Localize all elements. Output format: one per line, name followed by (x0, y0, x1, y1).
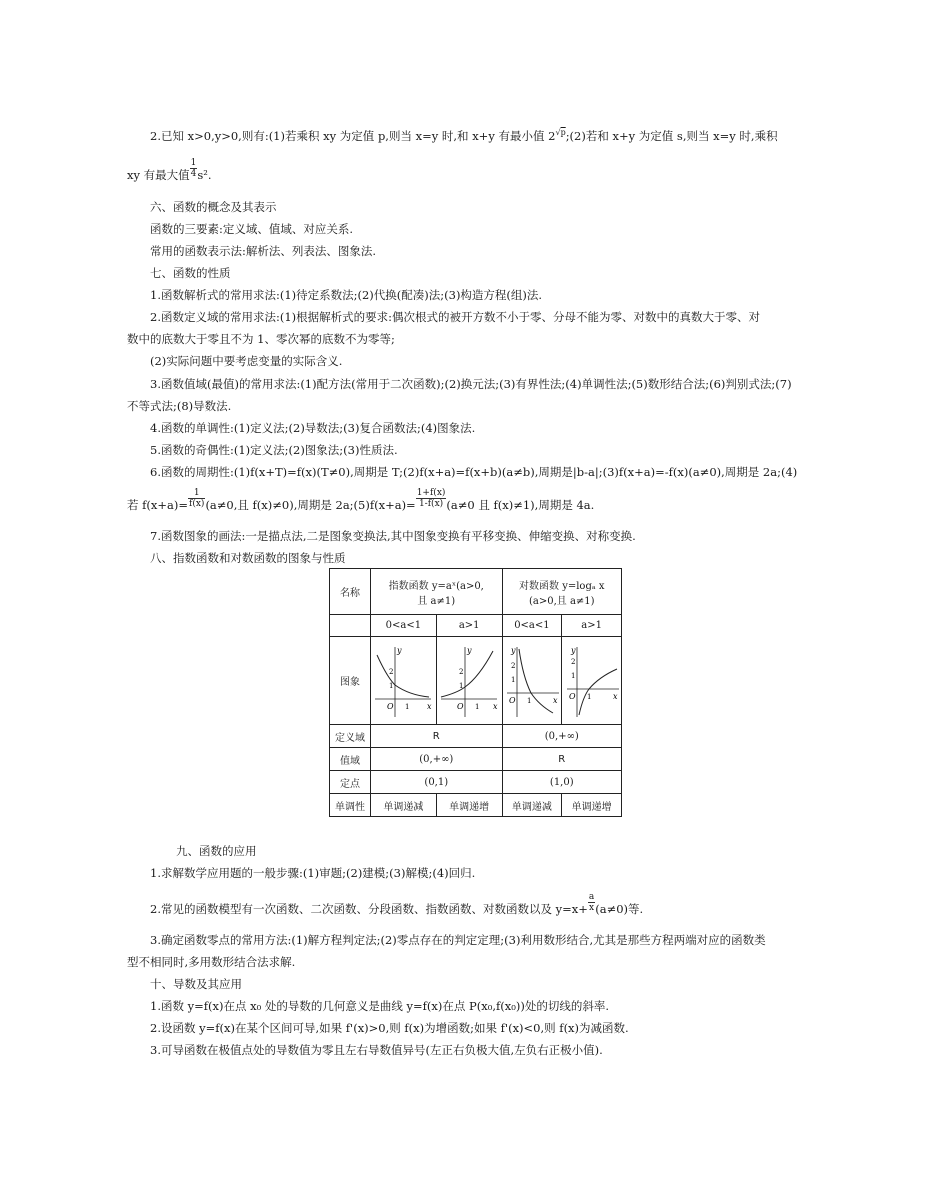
axis-label-y: y (510, 645, 516, 655)
fixed-point-exp: (0,1) (371, 771, 503, 794)
mono-exp-lt: 单调递减 (371, 794, 437, 817)
range-log: R (502, 748, 621, 771)
fraction-1pfx-over-1mfx (416, 488, 447, 509)
graph-log-dec-svg (503, 641, 561, 721)
frac-den: 4 (190, 168, 197, 179)
log-title-line2: (a>0,且 a≠1) (528, 595, 595, 607)
tick-x-1: 1 (526, 696, 532, 705)
section-10-item1: 1.函数 y=f(x)在点 x₀ 处的导数的几何意义是曲线 y=f(x)在点 P(x₀,f(x₀))处的切线的斜率. (150, 999, 609, 1013)
section-7-item4: 4.函数的单调性:(1)定义法;(2)导数法;(3)复合函数法;(4)图象法. (150, 421, 476, 435)
text-span: 2.常见的函数模型有一次函数、二次函数、分段函数、指数函数、对数函数以及 y=x+ (150, 902, 588, 916)
axis-label-y: y (570, 645, 576, 655)
cond-log-lt: 0<a<1 (502, 615, 562, 637)
inequality-item-2-line2 (127, 157, 827, 187)
tick-y-2: 2 (570, 657, 576, 666)
frac-num: 1 (188, 488, 205, 499)
text-span: (a≠0)等. (595, 902, 644, 916)
fixed-point-log: (1,0) (502, 771, 621, 794)
fixed-point-label: 定点 (330, 771, 371, 794)
tick-x-1: 1 (475, 702, 480, 711)
tick-y-1: 1 (389, 681, 394, 690)
graph-log-inc-svg (563, 641, 621, 721)
tick-y-1: 1 (570, 671, 576, 680)
sqrt-radicand: p (560, 128, 566, 137)
section-7-item2-line1: 2.函数定义域的常用求法:(1)根据解析式的要求:偶次根式的被开方数不小于零、分母不能为零、对数中的真数大于零、对 (150, 310, 761, 324)
domain-log: (0,+∞) (502, 725, 621, 748)
tick-y-1: 1 (459, 681, 464, 690)
origin-label: O (508, 695, 516, 705)
section-10-heading: 十、导数及其应用 (150, 977, 242, 991)
fraction-a-over-x (588, 892, 595, 913)
section-7-item1: 1.函数解析式的常用求法:(1)待定系数法;(2)代换(配凑)法;(3)构造方程(组)法. (150, 288, 543, 302)
frac-num: 1+f(x) (416, 487, 446, 498)
axis-label-x: x (552, 695, 558, 705)
section-6-line1: 函数的三要素:定义域、值域、对应关系. (150, 222, 354, 236)
frac-num: 1 (190, 157, 197, 168)
empty-cell (330, 615, 371, 637)
domain-exp: R (371, 725, 503, 748)
section-7-item2-line2: 数中的底数大于零且不为 1、零次幂的底数不为零等; (127, 332, 395, 346)
tick-y-1: 1 (510, 675, 516, 684)
section-6-heading: 六、函数的概念及其表示 (150, 200, 277, 214)
section-9-item3-line1: 3.确定函数零点的常用方法:(1)解方程判定法;(2)零点存在的判定定理;(3)利用数形结合,尤其是那些方程两端对应的函数类 (150, 933, 766, 947)
curve (377, 655, 429, 697)
inequality-item-2-line1 (150, 122, 850, 147)
section-9-item3-line2: 型不相同时,多用数形结合法求解. (127, 955, 296, 969)
section-7-heading: 七、函数的性质 (150, 266, 231, 280)
frac-den: x (589, 902, 595, 913)
fraction-1-over-fx (188, 488, 205, 509)
section-7-item3-line1: 3.函数值域(最值)的常用求法:(1)配方法(常用于二次函数);(2)换元法;(3)有界性法;(4)单调性法;(5)数形结合法;(6)判别式法;(7) (150, 377, 792, 391)
range-label: 值域 (330, 748, 371, 771)
text-span: 2.已知 x>0,y>0,则有:(1)若乘积 xy 为定值 p,则当 x=y 时,和 x+y 有最小值 2 (150, 128, 556, 143)
text-span: ;(2)若和 x+y 为定值 s,则当 x=y 时,乘积 (565, 128, 778, 143)
text-span: 若 f(x+a)= (127, 498, 188, 512)
monotonicity-label: 单调性 (330, 794, 371, 817)
tick-x-1: 1 (586, 692, 592, 701)
section-7-item2-line3: (2)实际问题中要考虑变量的实际含义. (150, 354, 343, 368)
origin-label: O (568, 691, 576, 701)
graph-exp-inc-svg (437, 641, 501, 721)
axis-label-x: x (493, 701, 498, 711)
graph-exp-increasing (436, 637, 502, 725)
name-label: 名称 (330, 569, 371, 615)
exp-log-function-table (329, 568, 622, 817)
graph-log-decreasing (502, 637, 562, 725)
text-span: xy 有最大值 (127, 168, 190, 182)
text-span: (a≠0,且 f(x)≠0),周期是 2a;(5)f(x+a)= (205, 498, 416, 512)
cond-log-gt: a>1 (562, 615, 622, 637)
log-title (502, 569, 621, 615)
axis-label-x: x (427, 701, 432, 711)
tick-y-2: 2 (389, 667, 394, 676)
graph-exp-decreasing (371, 637, 437, 725)
tick-x-1: 1 (405, 702, 410, 711)
section-9-heading: 九、函数的应用 (176, 844, 257, 858)
exp-title-line2: 且 a≠1) (417, 595, 456, 607)
section-10-item3: 3.可导函数在极值点处的导数值为零且左右导数值异号(左正右负极大值,左负右正极小值). (150, 1043, 603, 1057)
exp-title (371, 569, 503, 615)
tick-y-2: 2 (459, 667, 464, 676)
range-exp: (0,+∞) (371, 748, 503, 771)
fraction-one-quarter (190, 158, 198, 179)
text-span: s². (197, 168, 212, 182)
cond-exp-lt: 0<a<1 (371, 615, 437, 637)
frac-den: f(x) (189, 498, 205, 509)
sqrt-exponent: √p (555, 128, 566, 137)
mono-log-lt: 单调递减 (502, 794, 562, 817)
axis-label-x: x (612, 691, 618, 701)
origin-label: O (387, 701, 394, 711)
section-7-item5: 5.函数的奇偶性:(1)定义法;(2)图象法;(3)性质法. (150, 443, 398, 457)
curve (441, 651, 493, 697)
section-7-item6-line1: 6.函数的周期性:(1)f(x+T)=f(x)(T≠0),周期是 T;(2)f(x+a)=f(x+b)(a≠b),周期是|b-a|;(3)f(x+a)=-f(x)(a≠0),周期是 2a;(4) (150, 465, 798, 479)
mono-log-gt: 单调递增 (562, 794, 622, 817)
section-8-heading: 八、指数函数和对数函数的图象与性质 (150, 551, 346, 565)
graph-label: 图象 (330, 637, 371, 725)
cond-exp-gt: a>1 (436, 615, 502, 637)
curve (579, 669, 617, 715)
frac-den: 1-f(x) (418, 498, 444, 509)
section-6-line2: 常用的函数表示法:解析法、列表法、图象法. (150, 244, 377, 258)
section-7-item7: 7.函数图象的画法:一是描点法,二是图象变换法,其中图象变换有平移变换、伸缩变换、对称变换. (150, 529, 636, 543)
section-7-item6-line2 (127, 487, 827, 517)
graph-exp-dec-svg (371, 641, 435, 721)
curve (519, 649, 553, 713)
section-10-item2: 2.设函数 y=f(x)在某个区间可导,如果 f'(x)>0,则 f(x)为增函数;如果 f'(x)<0,则 f(x)为减函数. (150, 1021, 629, 1035)
frac-num: a (588, 891, 595, 902)
tick-y-2: 2 (510, 661, 516, 670)
mono-exp-gt: 单调递增 (436, 794, 502, 817)
section-9-item1: 1.求解数学应用题的一般步骤:(1)审题;(2)建模;(3)解模;(4)回归. (150, 866, 476, 880)
text-span: (a≠0 且 f(x)≠1),周期是 4a. (446, 498, 595, 512)
domain-label: 定义域 (330, 725, 371, 748)
graph-log-increasing (562, 637, 622, 725)
axis-label-y: y (467, 645, 472, 655)
section-7-item3-line2: 不等式法;(8)导数法. (127, 399, 232, 413)
origin-label: O (457, 701, 464, 711)
log-title-line1: 对数函数 y=logₐ x (519, 580, 605, 592)
axis-label-y: y (397, 645, 402, 655)
section-9-item2 (150, 891, 850, 921)
exp-title-line1: 指数函数 y=aˣ(a>0, (388, 580, 484, 592)
